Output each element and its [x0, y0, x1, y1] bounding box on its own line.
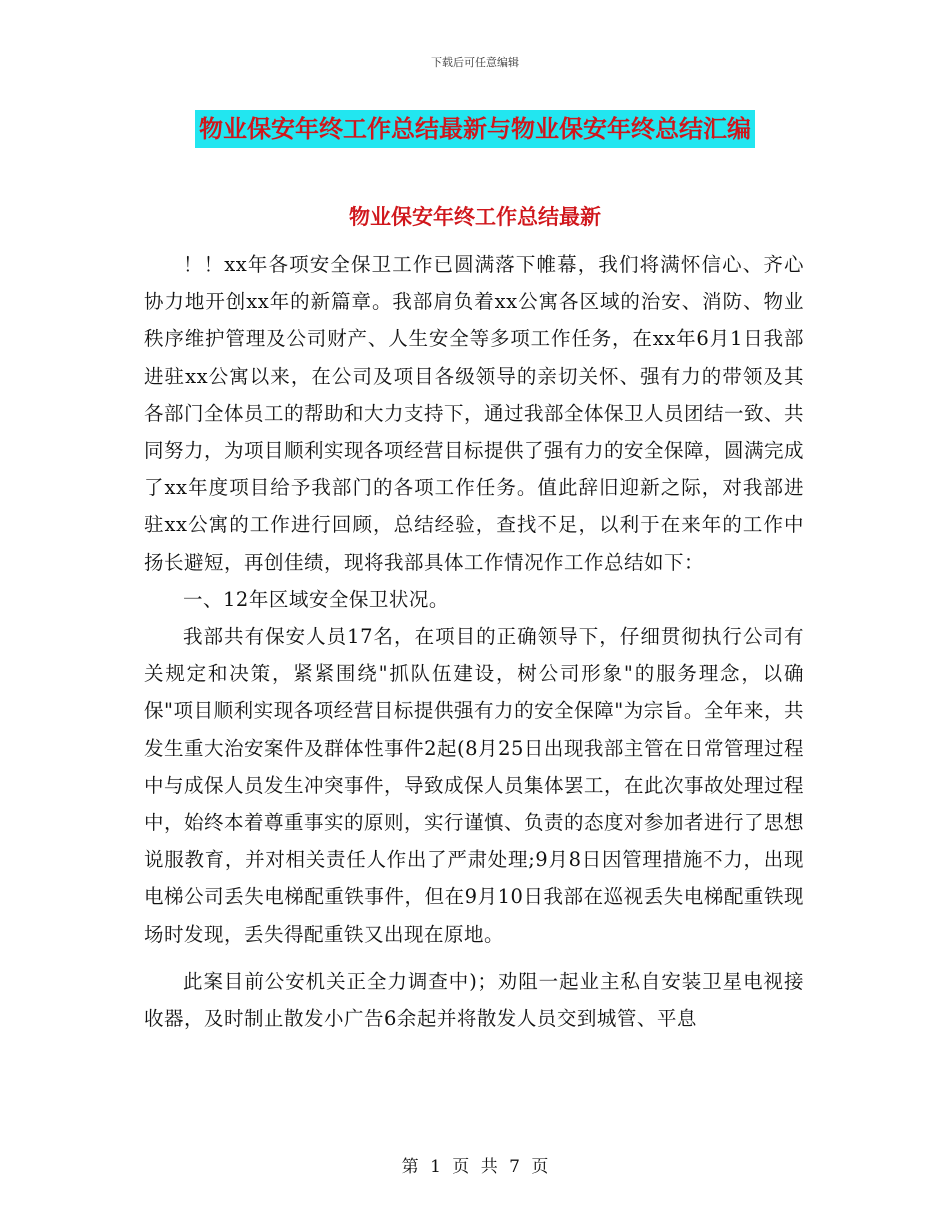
header-note: 下载后可任意编辑	[431, 56, 519, 69]
paragraph: ！！xx年各项安全保卫工作已圆满落下帷幕，我们将满怀信心、齐心协力地开创xx年的新篇章。我部肩负着xx公寓各区域的治安、消防、物业秩序维护管理及公司财产、人生安全等多项工作任务，在xx年6月1日我部进驻xx公寓以来，在公司及项目各级领导的亲切关怀、强有力的带领及其各部门全体员工的帮助和大力支持下，通过我部全体保卫人员团结一致、共同努力，为项目顺利实现各项经营目标提供了强有力的安全保障，圆满完成了xx年度项目给予我部门的各项工作任务。值此辞旧迎新之际，对我部进驻xx公寓的工作进行回顾，总结经验，查找不足，以利于在来年的工作中扬长避短，再创佳绩，现将我部具体工作情况作工作总结如下：	[144, 253, 805, 574]
paragraph: 一、12年区域安全保卫状况。	[183, 587, 449, 611]
paragraph: 我部共有保安人员17名，在项目的正确领导下，仔细贯彻执行公司有关规定和决策，紧紧围绕"抓队伍建设，树公司形象"的服务理念，以确保"项目顺利实现各项经营目标提供强有力的安全保障"为宗旨。全年来，共发生重大治安案件及群体性事件2起(8月25日出现我部主管在日常管理过程中与成保人员发生冲突事件，导致成保人员集体罢工，在此次事故处理过程中，始终本着尊重事实的原则，实行谨慎、负责的态度对参加者进行了思想说服教育，并对相关责任人作出了严肃处理;9月8日因管理措施不力，出现电梯公司丢失电梯配重铁事件，但在9月10日我部在巡视丢失电梯配重铁现场时发现，丢失得配重铁又出现在原地。	[144, 625, 805, 946]
page-footer: 第 1 页 共 7 页	[401, 1157, 549, 1177]
document-title: 物业保安年终工作总结最新与物业保安年终总结汇编	[195, 110, 755, 148]
main-title-container	[0, 110, 950, 148]
paragraph: 此案目前公安机关正全力调查中)；劝阻一起业主私自安装卫星电视接收器，及时制止散发小广告6余起并将散发人员交到城管、平息	[144, 969, 804, 1031]
section-title: 物业保安年终工作总结最新	[349, 205, 601, 229]
body-text	[144, 246, 804, 1037]
